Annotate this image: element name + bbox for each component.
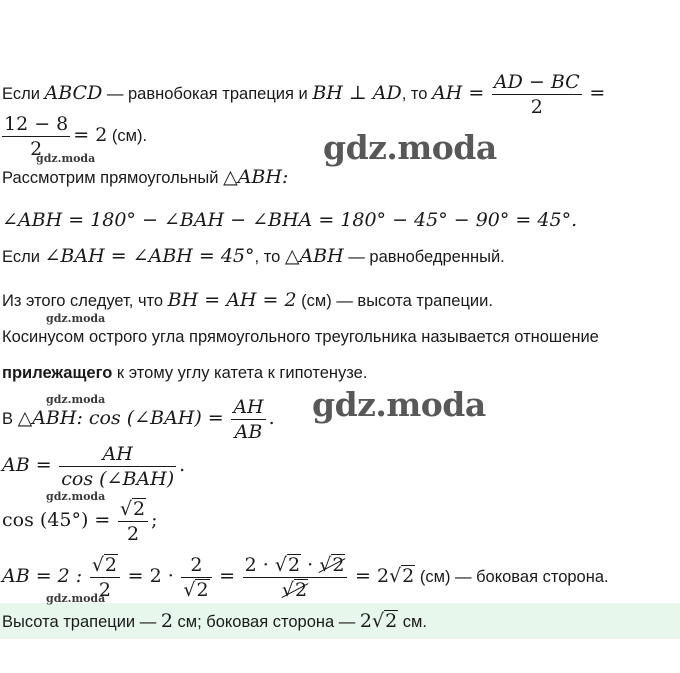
math-ah-eq: AH =	[432, 81, 485, 104]
fraction-ah-ab	[231, 395, 265, 444]
sqrt-radicand: 2	[196, 579, 209, 601]
line-10	[2, 442, 185, 491]
answer-root: √2	[371, 610, 398, 632]
watermark-small-1: gdz.moda	[36, 152, 96, 165]
math-bh-eq: BH = AH = 2	[167, 289, 297, 311]
sqrt-radicand: 2	[402, 564, 415, 587]
watermark-small-4: gdz.moda	[46, 490, 106, 503]
result-root: √2	[389, 564, 415, 587]
math-eq: =	[589, 81, 606, 104]
fraction-ah-cos	[59, 442, 176, 491]
frac-num: √2	[91, 554, 118, 576]
frac-den: AB	[231, 419, 265, 444]
sqrt-radicand: 2	[295, 579, 308, 601]
answer-line	[2, 610, 427, 633]
frac-num: AH	[102, 443, 133, 465]
bold-term: прилежащего	[2, 364, 113, 382]
watermark-2: gdz.moda	[312, 385, 486, 424]
fraction-ad-bc	[492, 70, 582, 119]
text: Рассмотрим прямоугольный	[2, 169, 224, 187]
line-8	[2, 362, 367, 384]
frac-num: 2 · √2 · √2	[244, 554, 345, 576]
line-13	[2, 553, 609, 602]
watermark-small-5: gdz.moda	[46, 592, 106, 605]
text: — равнобокая трапеция и	[102, 84, 313, 103]
frac-den: cos (∠BAH)	[61, 468, 175, 490]
math-cos45: cos (45°) =	[2, 508, 111, 531]
math-ab-eq: AB =	[2, 453, 52, 476]
frac-num: √2	[119, 498, 146, 520]
sqrt-radicand: 2	[287, 554, 301, 576]
line-4: ∠ABH = 180° − ∠BAH − ∠BHA = 180° − 45° − 90° = 45°.	[2, 209, 578, 231]
math-eq-2: = 2	[73, 123, 108, 146]
math-ab-div: AB = 2 :	[2, 564, 83, 587]
frac-den	[243, 577, 348, 602]
cancelled-sqrt: √2	[319, 554, 345, 576]
math-abcd: ABCD	[44, 81, 103, 104]
math-perp: BH ⊥ AD	[312, 81, 402, 104]
text: (см) — боковая сторона.	[415, 567, 609, 586]
math-mul: = 2 ·	[127, 564, 174, 587]
text: см.	[398, 613, 427, 631]
frac-num: 12 − 8	[4, 113, 69, 135]
frac-den: 2	[118, 521, 148, 546]
num-part: ·	[301, 554, 320, 576]
math-cos-expr: △ABH: cos (∠BAH) =	[17, 406, 224, 429]
punct: .	[179, 453, 186, 476]
math-angle-eq: ∠BAH = ∠ABH = 45°	[44, 245, 255, 267]
text: В	[2, 409, 18, 428]
fraction-sqrt2-2	[90, 553, 120, 602]
fraction-12-8	[2, 112, 70, 161]
num-part: 2 ·	[244, 554, 275, 576]
line-9	[2, 395, 275, 444]
watermark-small-3: gdz.moda	[46, 393, 106, 406]
sqrt-radicand: 2	[332, 554, 345, 576]
text: (см) — высота трапеции.	[296, 292, 493, 310]
line-2	[2, 112, 147, 161]
line-6	[2, 289, 493, 312]
cancelled-sqrt: √2	[281, 579, 308, 601]
math-triangle: △ABH	[284, 245, 344, 267]
line-11	[2, 497, 158, 546]
line-5	[2, 245, 505, 268]
text: Если	[2, 84, 45, 103]
fraction-2-sqrt2	[181, 553, 211, 602]
fraction-cancel	[243, 553, 348, 602]
answer-side: 2	[359, 610, 372, 632]
sqrt-radicand: 2	[104, 554, 118, 576]
text: Если	[2, 248, 45, 266]
sqrt-radicand: 2	[133, 498, 146, 520]
text: — равнобедренный.	[343, 248, 505, 266]
text: (см).	[107, 126, 148, 145]
math-triangle: △ABH:	[223, 166, 289, 188]
math-result: = 2	[355, 564, 390, 587]
frac-num: AH	[233, 396, 264, 418]
text: Из этого следует, что	[2, 292, 168, 310]
frac-den: 2	[2, 136, 70, 161]
line-7: Косинусом острого угла прямоугольного треугольника называется отношение	[2, 328, 599, 346]
text: , то	[254, 248, 285, 266]
text: , то	[401, 84, 433, 103]
frac-den: 2	[492, 94, 582, 119]
text: к этому углу катета к гипотенузе.	[112, 364, 368, 382]
math-eq: =	[219, 564, 236, 587]
line-3	[2, 166, 288, 189]
punct: ;	[151, 508, 158, 531]
text: Высота трапеции —	[2, 613, 161, 631]
text: см; боковая сторона —	[172, 613, 360, 631]
watermark-1: gdz.moda	[323, 128, 497, 167]
watermark-small-2: gdz.moda	[46, 312, 106, 325]
sqrt-radicand: 2	[385, 610, 398, 632]
punct: .	[268, 406, 275, 429]
fraction-sqrt2-2	[118, 497, 148, 546]
frac-den: 2	[90, 577, 120, 602]
answer-height: 2	[160, 610, 173, 632]
frac-den: √2	[181, 577, 211, 602]
frac-num: 2	[190, 554, 203, 576]
frac-num: AD − BC	[493, 71, 580, 93]
